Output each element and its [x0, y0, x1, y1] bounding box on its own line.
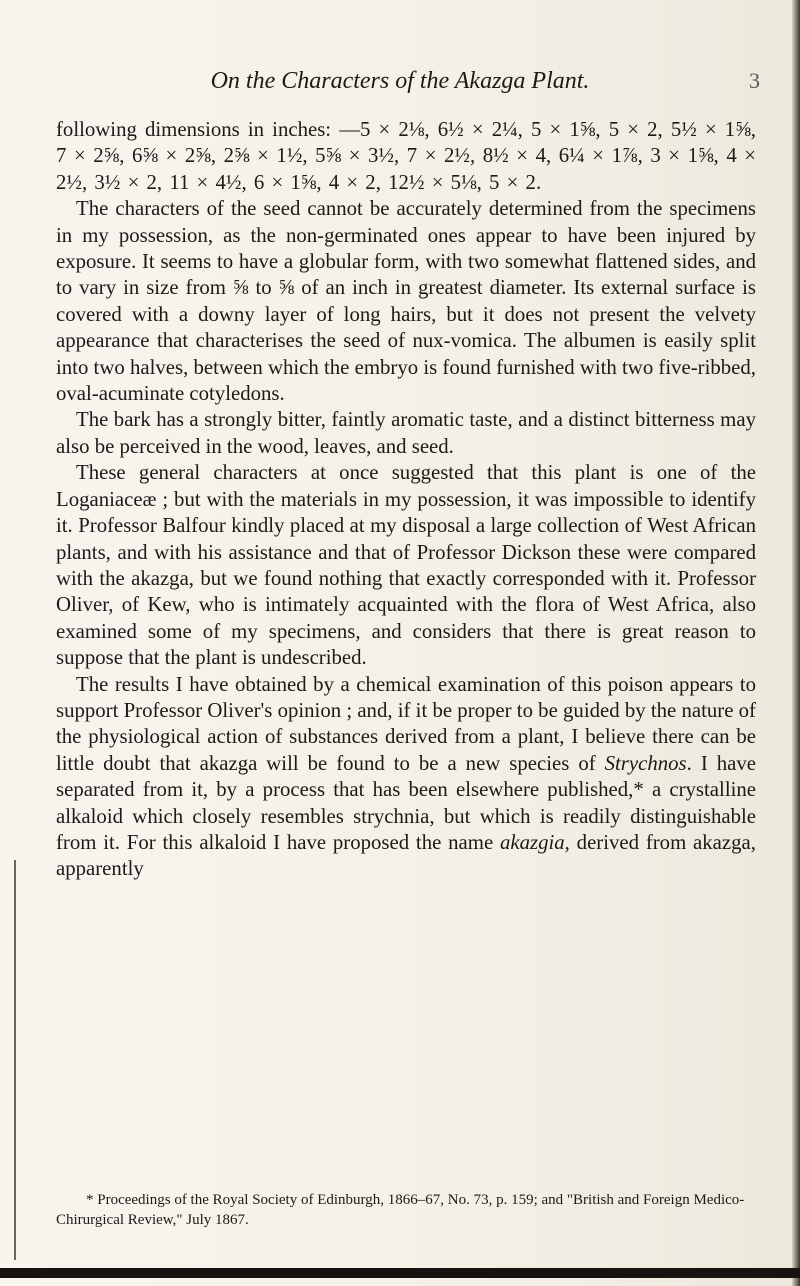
paragraph-dimensions: following dimensions in inches: —5 × 2⅛, 6½ × 2¼, 5 × 1⅝, 5 × 2, 5½ × 1⅝, 7 × 2⅝, 6⅝ × 2⅝, 2⅝ × 1½, 5⅝ × 3½, 7 × 2½, 8½ × 4, 6¼ × 1⅞, 3 × 1⅝, 4 × 2½, 3½ × 2, 11 × 4½, 6 × 1⅝, 4 × 2, 12½ × 5⅛, 5 × 2. [56, 118, 756, 194]
paragraph-results [56, 672, 756, 883]
bottom-border [0, 1268, 800, 1278]
paragraph-bark: The bark has a strongly bitter, faintly aromatic taste, and a distinct bitterness may also be perceived in the wood, leaves, and seed. [56, 408, 756, 458]
running-title: On the Characters of the Akazga Plant. [210, 68, 590, 94]
page-edge-shadow [792, 0, 800, 1286]
body-text [56, 117, 756, 883]
page-number: 3 [749, 68, 760, 93]
results-text-1: The results I have obtained by a chemical examination of this poison appears to support Professor Oliver's opinion ; and, if it be proper to be guided by the nature of the physiological action of substances derived from a plant, I believe there can be little doubt that akazga will be found to be a new species of [56, 672, 756, 775]
running-header [40, 68, 760, 104]
alkaloid-name: akazgia [499, 830, 565, 854]
footnote: * Proceedings of the Royal Society of Edinburgh, 1866–67, No. 73, p. 159; and "British and Foreign Medico-Chirurgical Review," July 1867. [56, 1192, 745, 1228]
paragraph-loganiaceae: These general characters at once suggested that this plant is one of the Loganiaceæ ; but with the materials in my possession, it was impossible to identify it. Professor Balfour kindly placed at my disposal a large collection of West African plants, and with his assistance and that of Professor Dickson these were compared with the akazga, but we found nothing that exactly corresponded with it. Professor Oliver, of Kew, who is intimately acquainted with the flora of West Africa, also examined some of my specimens, and considers that there is great reason to suppose that the plant is undescribed. [56, 461, 756, 670]
genus-name: Strychnos [604, 751, 687, 775]
binding-line [14, 860, 16, 1260]
results-text-2: . I have separated from it, by a process that has been elsewhere published,* a crystalline alkaloid which closely resembles strychnia, but which is readily distinguishable from it. For this alkaloid I have proposed the name [56, 751, 756, 854]
paragraph-seed: The characters of the seed cannot be accurately determined from the specimens in my possession, as the non-germinated ones appear to have been injured by exposure. It seems to have a globular form, with two somewhat flattened sides, and to vary in size from ⅝ to ⅝ of an inch in greatest diameter. Its external surface is covered with a downy layer of long hairs, but it does not present the velvety appearance that characterises the seed of nux-vomica. The albumen is easily split into two halves, between which the embryo is found furnished with two five-ribbed, oval-acuminate cotyledons. [56, 197, 757, 406]
results-text-3: , derived from akazga, apparently [56, 830, 756, 881]
